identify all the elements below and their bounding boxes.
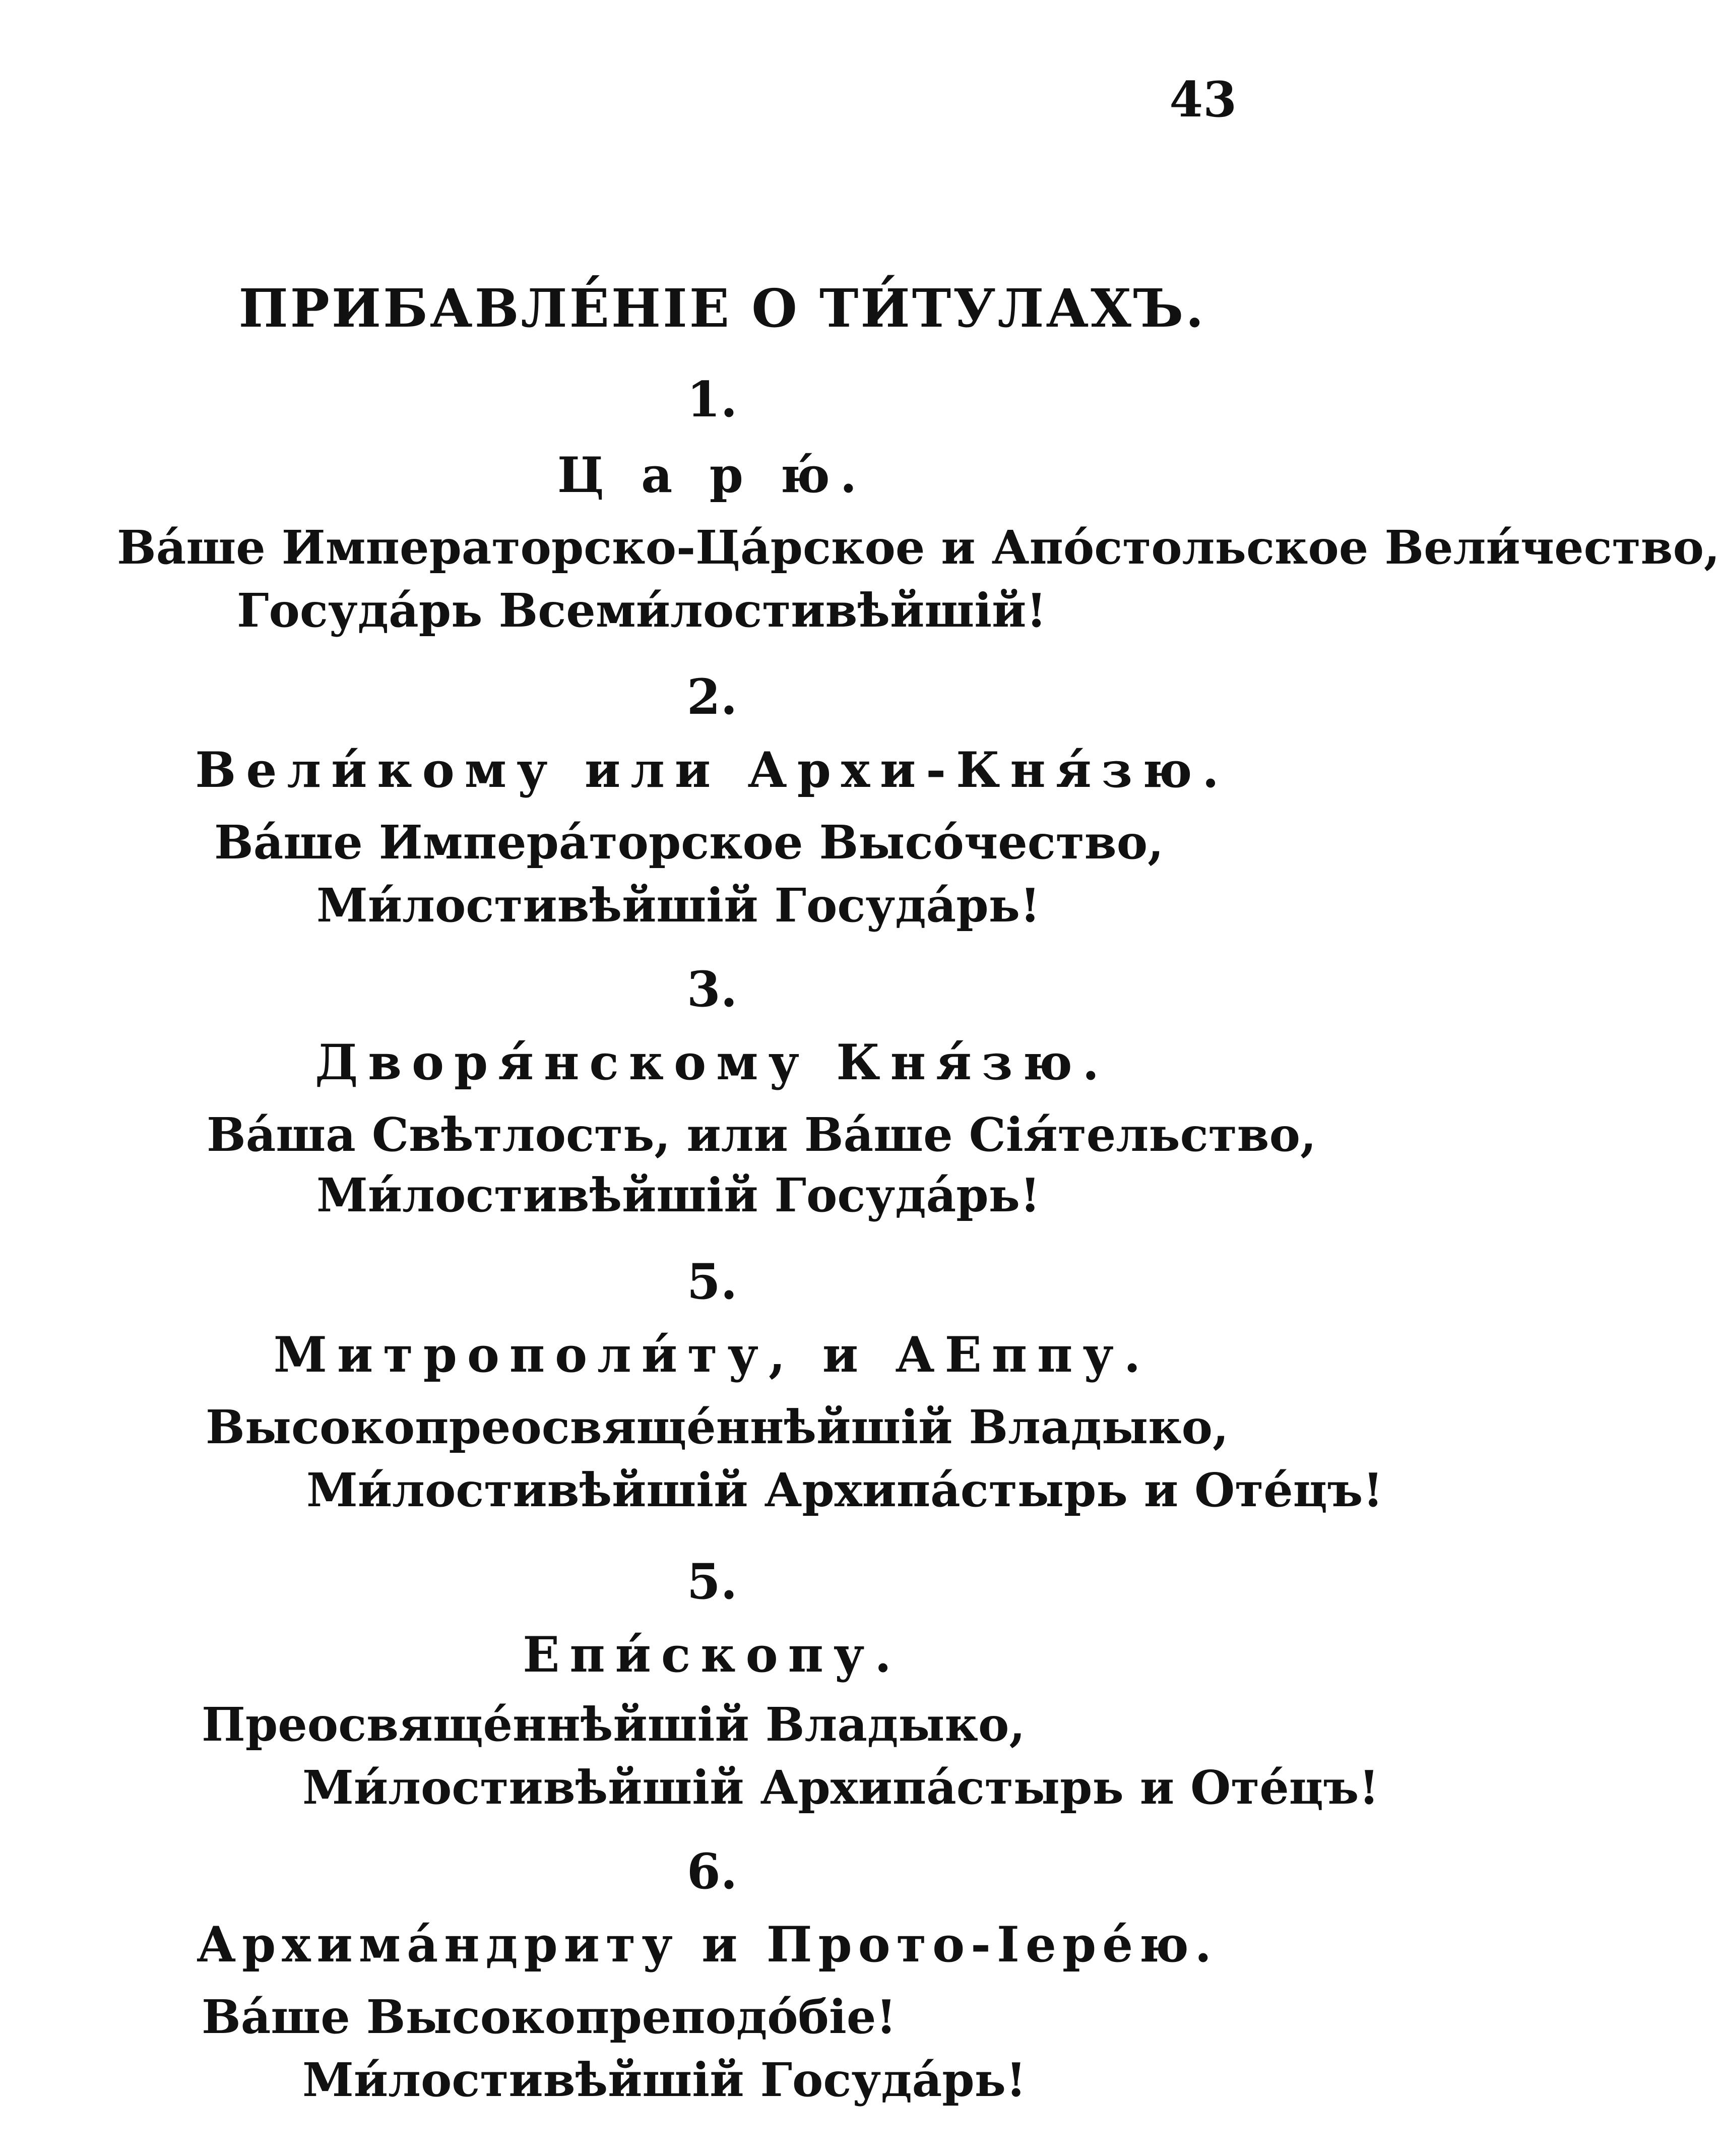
section-addressee: Вели́кому или Архи-Кня́зю. [195, 742, 1229, 798]
title-line: Преосвяще́ннѣйшій Владыко, [202, 1697, 1026, 1752]
section-addressee: Митрополи́ту, и АЕппу. [273, 1326, 1151, 1383]
page-number: 43 [1169, 71, 1237, 128]
section-addressee: Дворя́нскому Кня́зю. [314, 1034, 1110, 1091]
section-number: 5. [686, 1553, 738, 1610]
title-line: Ми́лостивѣйшій Госуда́рь! [316, 878, 1041, 933]
title-line: Ва́ше Импера́торское Высо́чество, [214, 815, 1164, 870]
section-addressee: Ц а р ю́. [557, 447, 867, 504]
title-line: Ва́ше Императорско-Ца́рское и Апо́стольское Вели́чество, [117, 520, 1720, 575]
title-line: Ми́лостивѣйшій Архипа́стырь и Оте́цъ! [306, 1463, 1383, 1517]
title-line: Высокопреосвяще́ннѣйшій Владыко, [206, 1400, 1229, 1454]
page-title: ПРИБАВЛЕ́НІЕ О ТИ́ТУЛАХЪ. [238, 277, 1206, 339]
section-addressee: Епи́скопу. [523, 1626, 902, 1683]
title-line: Ва́ша Свѣтлость, или Ва́ше Сія́тельство, [207, 1107, 1316, 1162]
section-number: 5. [686, 1253, 738, 1310]
section-number: 2. [686, 668, 738, 725]
section-number: 1. [686, 371, 738, 428]
section-number: 3. [686, 961, 738, 1018]
title-line: Ми́лостивѣйшій Госуда́рь! [302, 2053, 1027, 2107]
section-number: 6. [686, 1843, 738, 1900]
section-addressee: Архима́ндриту и Прото-Іере́ю. [196, 1916, 1218, 1973]
title-line: Ва́ше Высокопреподо́біе! [202, 1990, 897, 2044]
title-line: Ми́лостивѣйшій Госуда́рь! [316, 1168, 1041, 1222]
title-line: Ми́лостивѣйшій Архипа́стырь и Оте́цъ! [302, 1760, 1379, 1815]
title-line: Госуда́рь Всеми́лостивѣйшій! [237, 583, 1047, 638]
